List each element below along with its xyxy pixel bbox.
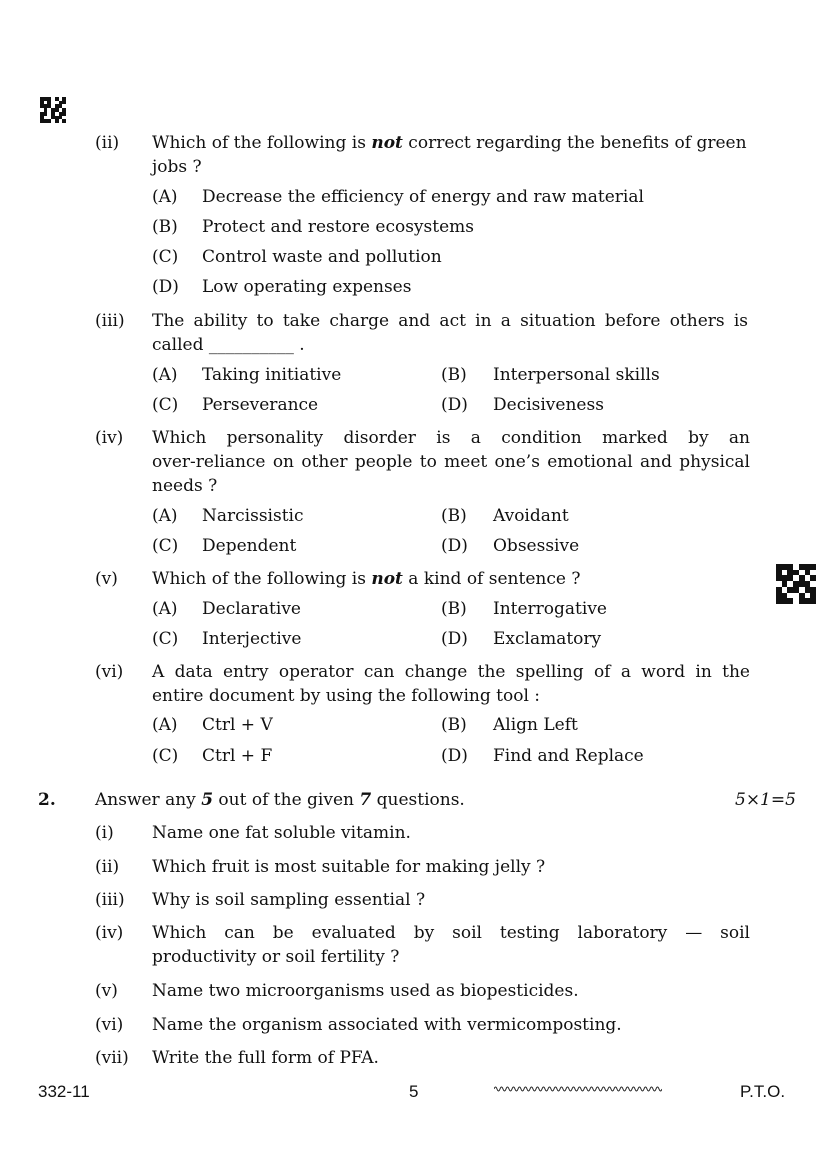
question-intro: Answer any 5 out of the given 7 questions. (95, 790, 465, 810)
question-text-cont: jobs ? (152, 157, 202, 177)
option-text: Decisiveness (493, 395, 604, 415)
item-text-cont: productivity or soil fertility ? (152, 947, 400, 967)
option-label: (D) (441, 629, 468, 649)
question-text: Which of the following is not correct regarding the benefits of green (152, 133, 747, 153)
item-number: (i) (95, 823, 114, 843)
option-label: (A) (152, 599, 178, 619)
option-label: (A) (152, 506, 178, 526)
option-text: Control waste and pollution (202, 247, 442, 267)
question-text: Which personality disorder is a condition marked by an (152, 428, 750, 448)
option-label: (A) (152, 715, 178, 735)
question-number: 2. (38, 790, 56, 810)
option-text: Interpersonal skills (493, 365, 660, 385)
wavy-line-decoration (494, 1084, 662, 1094)
option-label: (C) (152, 629, 179, 649)
question-text-cont: needs ? (152, 476, 218, 496)
item-number: (ii) (95, 857, 120, 877)
option-text: Avoidant (493, 506, 569, 526)
item-text: Why is soil sampling essential ? (152, 890, 426, 910)
option-label: (D) (441, 746, 468, 766)
option-text: Find and Replace (493, 746, 644, 766)
option-text: Align Left (493, 715, 578, 735)
marks: 5×1=5 (735, 790, 796, 810)
item-text: Name the organism associated with vermicomposting. (152, 1015, 622, 1035)
option-label: (D) (152, 277, 179, 297)
item-number: (iii) (95, 311, 125, 331)
option-text: Ctrl + V (202, 715, 273, 735)
item-number: (iv) (95, 923, 124, 943)
option-label: (B) (441, 715, 467, 735)
option-text: Taking initiative (202, 365, 342, 385)
item-number: (ii) (95, 133, 120, 153)
option-label: (B) (441, 365, 467, 385)
option-label: (C) (152, 395, 179, 415)
option-text: Narcissistic (202, 506, 304, 526)
qr-code-top-left (40, 97, 66, 123)
question-text-cont: called __________ . (152, 335, 305, 355)
option-text: Low operating expenses (202, 277, 412, 297)
question-text: Which of the following is not a kind of sentence ? (152, 569, 581, 589)
item-text: Which fruit is most suitable for making jelly ? (152, 857, 546, 877)
option-label: (A) (152, 187, 178, 207)
option-text: Interrogative (493, 599, 607, 619)
option-label: (C) (152, 247, 179, 267)
pto-text: P.T.O. (740, 1082, 786, 1101)
item-text: Name two microorganisms used as biopesticides. (152, 981, 579, 1001)
question-text: The ability to take charge and act in a situation before others is (152, 311, 748, 331)
option-text: Decrease the efficiency of energy and raw material (202, 187, 644, 207)
item-text: Name one fat soluble vitamin. (152, 823, 411, 843)
option-text: Interjective (202, 629, 302, 649)
option-label: (C) (152, 536, 179, 556)
item-text: Which can be evaluated by soil testing laboratory — soil (152, 923, 750, 943)
item-number: (iv) (95, 428, 124, 448)
option-text: Perseverance (202, 395, 319, 415)
item-number: (vii) (95, 1048, 129, 1068)
question-text: A data entry operator can change the spelling of a word in the (152, 662, 750, 682)
item-number: (vi) (95, 1015, 124, 1035)
option-label: (B) (441, 506, 467, 526)
option-label: (C) (152, 746, 179, 766)
question-text-cont: over-reliance on other people to meet one’s emotional and physical (152, 452, 750, 472)
option-text: Obsessive (493, 536, 580, 556)
page-number: 5 (409, 1082, 419, 1101)
option-text: Exclamatory (493, 629, 602, 649)
option-label: (B) (152, 217, 178, 237)
item-number: (vi) (95, 662, 124, 682)
item-number: (iii) (95, 890, 125, 910)
qr-code-right (776, 564, 816, 604)
option-label: (D) (441, 536, 468, 556)
paper-code: 332-11 (38, 1082, 90, 1101)
option-label: (B) (441, 599, 467, 619)
item-text: Write the full form of PFA. (152, 1048, 379, 1068)
option-text: Declarative (202, 599, 301, 619)
option-label: (D) (441, 395, 468, 415)
item-number: (v) (95, 981, 118, 1001)
item-number: (v) (95, 569, 118, 589)
option-text: Ctrl + F (202, 746, 273, 766)
option-text: Dependent (202, 536, 297, 556)
option-label: (A) (152, 365, 178, 385)
question-text-cont: entire document by using the following tool : (152, 686, 541, 706)
option-text: Protect and restore ecosystems (202, 217, 474, 237)
